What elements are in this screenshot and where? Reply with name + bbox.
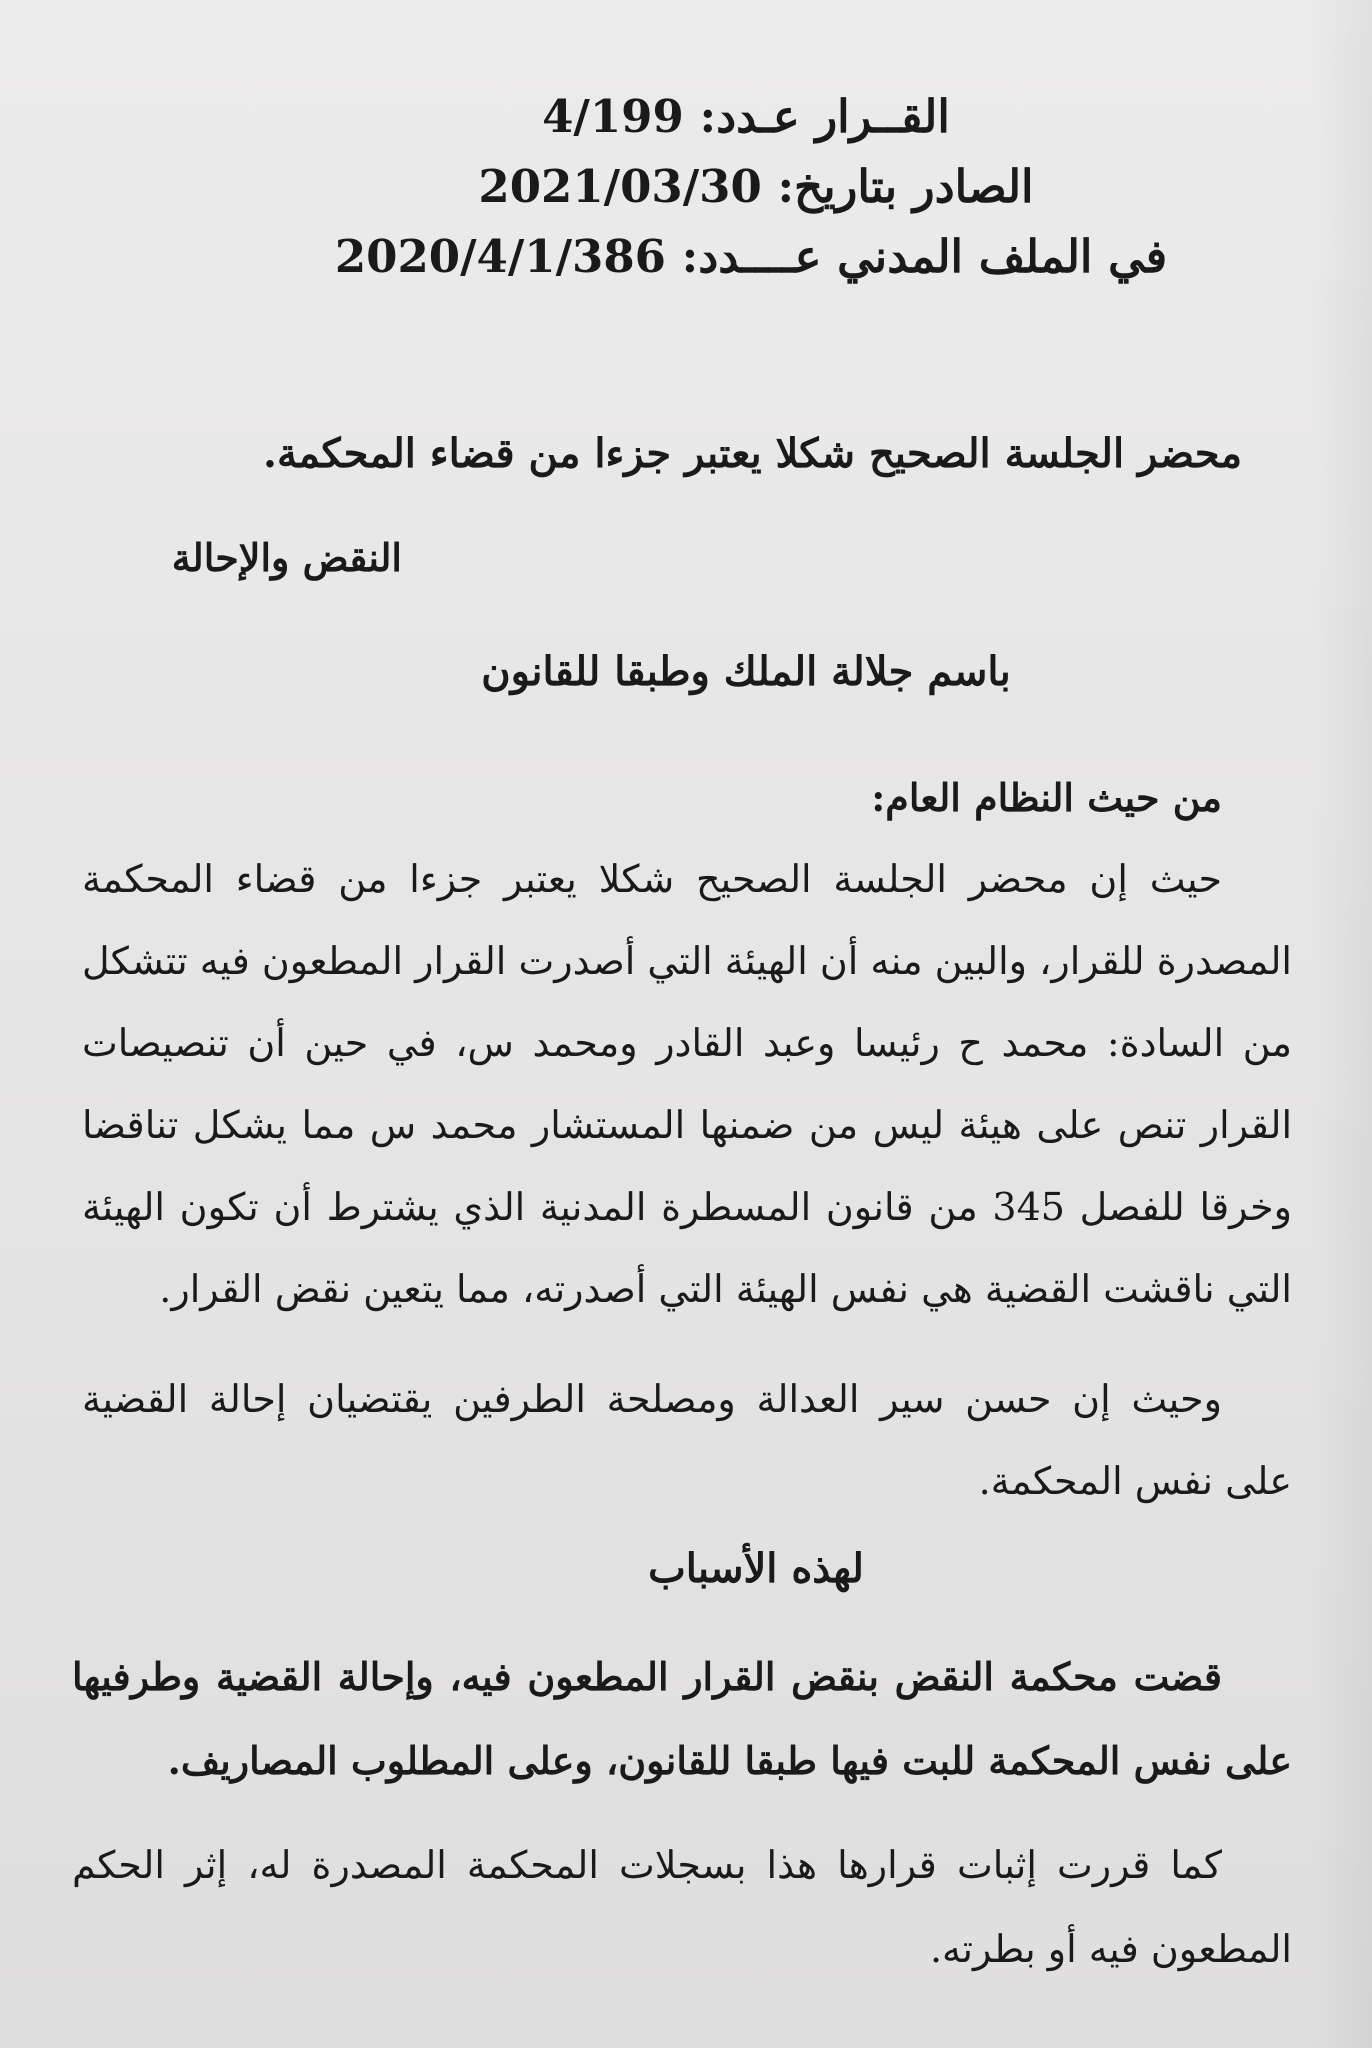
ruling-paragraph: قضت محكمة النقض بنقض القرار المطعون فيه، وإحالة القضية وطرفيها على نفس المحكمة للبت فيها طبقا للقانون، وعلى المطلوب المصاريف. [72,1654,1292,1783]
decision-header [0,82,1372,292]
issue-date: الصادر بتاريخ: 2021/03/30 [478,160,1034,213]
invocation-heading: باسم جلالة الملك وطبقا للقانون [481,648,1011,695]
ruling-paragraph: كما قررت إثبات قرارها هذا بسجلات المحكمة المصدرة له، إثر الحكم المطعون فيه أو بطرته. [72,1843,1292,1971]
ruling-section [72,1635,1292,1991]
section-heading: من حيث النظام العام: [871,775,1222,820]
decision-category: النقض والإحالة [171,535,402,580]
body-paragraph: حيث إن محضر الجلسة الصحيح شكلا يعتبر جزءا من قضاء المحكمة المصدرة للقرار، والبين منه أن الهيئة التي أصدرت القرار المطعون فيه تتشكل من السادة: محمد ح رئيسا وعبد القادر ومحمد س، في حين أن تنصيصات القرار تنص على هيئة ليس من ضمنها المستشار محمد س مما يشكل تناقضا وخرقا للفصل 345 من قانون المسطرة المدنية الذي يشترط أن تكون الهيئة التي ناقشت القضية هي نفس الهيئة التي أصدرته، مما يتعين نقض القرار. [82,857,1292,1311]
decision-body [82,758,1292,1522]
body-paragraph: وحيث إن حسن سير العدالة ومصلحة الطرفين يقتضيان إحالة القضية على نفس المحكمة. [82,1377,1292,1503]
reasons-heading: لهذه الأسباب [648,1545,864,1592]
decision-abstract: محضر الجلسة الصحيح شكلا يعتبر جزءا من قضاء المحكمة. [263,430,1242,477]
page-edge-shadow [1312,0,1372,2048]
decision-number: القــرار عـدد: 4/199 [542,90,950,143]
file-number: في الملف المدني عــــدد: 2020/4/1/386 [334,230,1168,283]
